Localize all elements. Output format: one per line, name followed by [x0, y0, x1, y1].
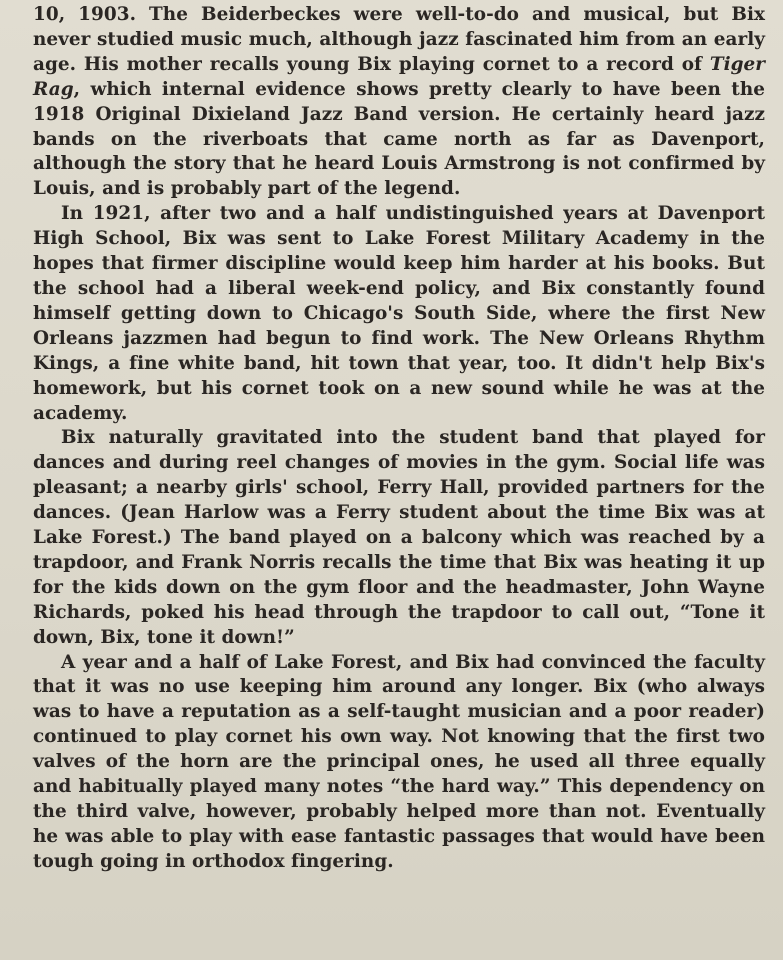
- paragraph-1: [33, 3, 765, 202]
- paragraph-text: A year and a half of Lake Forest, and Bix had convinced the faculty that it was no use keeping him around any longer. Bix (who always was to have a reputation as a self-taught musician and a poor reader) continued to play cornet his own way. Not knowing that the first two valves of the horn are the principal ones, he used all three equally and habitually played many notes “the hard way.” This dependency on the third valve, however, probably helped more than not. Eventually he was able to play with ease fantastic passages that would have been tough going in orthodox fingering.: [33, 651, 765, 872]
- paragraph-3: [33, 426, 765, 650]
- paragraph-text: , which internal evidence shows pretty clearly to have been the 1918 Original Dixieland Jazz Band version. He certainly heard jazz bands on the riverboats that came north as far as Davenport, although the story that he heard Louis Armstrong is not confirmed by Louis, and is probably part of the legend.: [33, 78, 765, 200]
- paragraph-text: 10, 1903. The Beiderbeckes were well-to-do and musical, but Bix never studied music much, although jazz fascinated him from an early age. His mother recalls young Bix playing cornet to a record of: [33, 4, 765, 75]
- paragraph-2: [33, 202, 765, 426]
- paragraph-text: Bix naturally gravitated into the student band that played for dances and during reel changes of movies in the gym. Social life was pleasant; a nearby girls' school, Ferry Hall, provided partners for the dances. (Jean Harlow was a Ferry student about the time Bix was at Lake Forest.) The band played on a balcony which was reached by a trapdoor, and Frank Norris recalls the time that Bix was heating it up for the kids down on the gym floor and the headmaster, John Wayne Richards, poked his head through the trapdoor to call out, “Tone it down, Bix, tone it down!”: [33, 427, 765, 648]
- record-title: Tiger Rag: [33, 53, 765, 100]
- paragraph-4: [33, 651, 765, 875]
- paragraph-text: In 1921, after two and a half undistinguished years at Davenport High School, Bix was sent to Lake Forest Military Academy in the hopes that firmer discipline would keep him harder at his books. But the school had a liberal week-end policy, and Bix constantly found himself getting down to Chicago's South Side, where the first New Orleans jazzmen had begun to find work. The New Orleans Rhythm Kings, a fine white band, hit town that year, too. It didn't help Bix's homework, but his cornet took on a new sound while he was at the academy.: [33, 203, 765, 424]
